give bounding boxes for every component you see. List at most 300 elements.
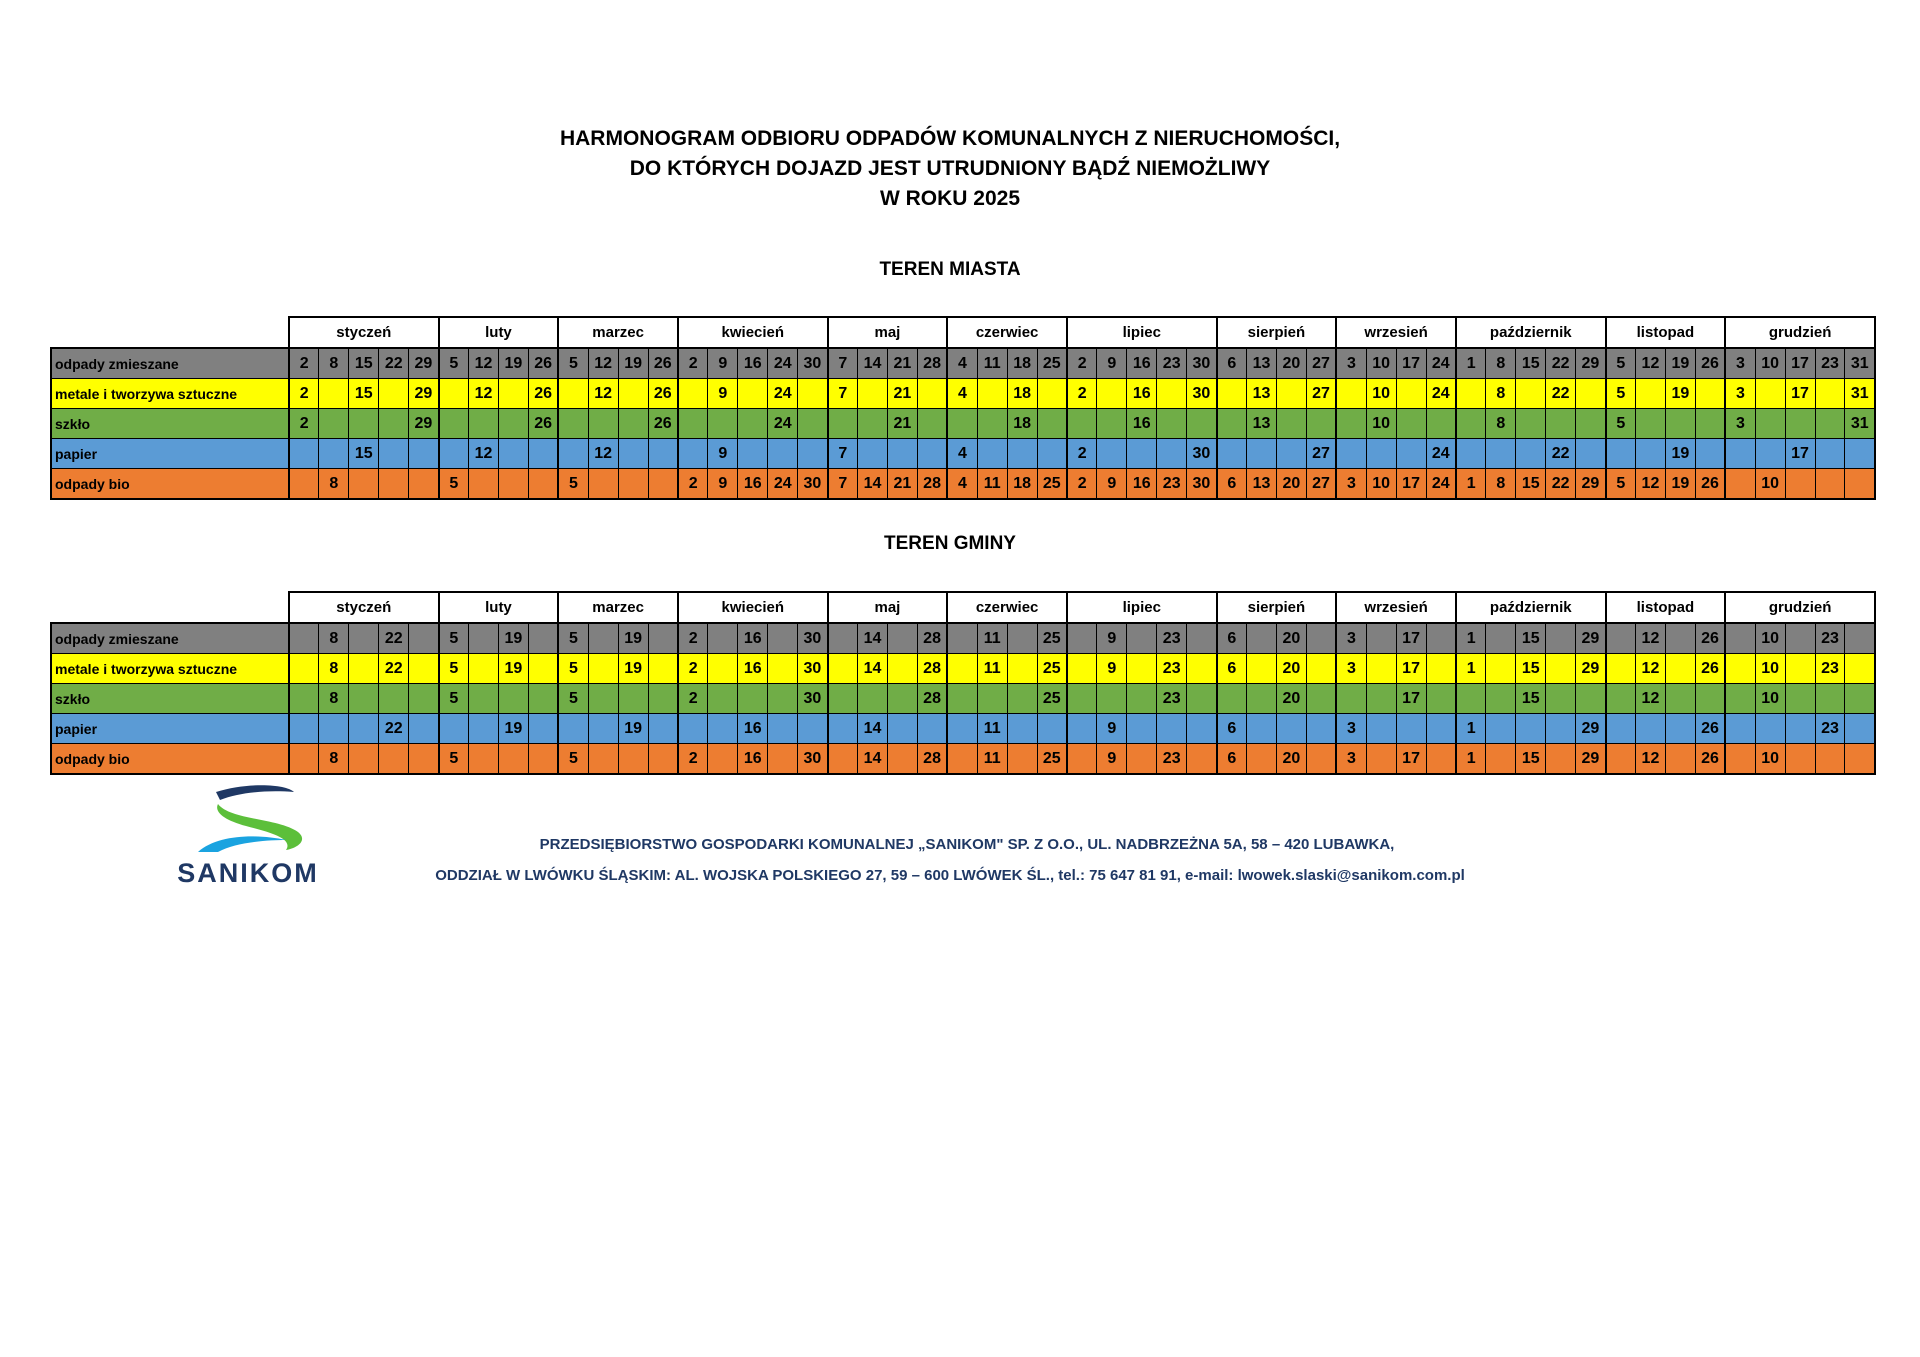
day-cell: 3	[1725, 379, 1755, 409]
day-cell	[977, 684, 1007, 714]
day-cell: 22	[379, 714, 409, 744]
day-cell: 5	[439, 623, 469, 654]
day-cell: 20	[1276, 469, 1306, 500]
day-cell: 29	[409, 379, 439, 409]
day-cell	[379, 379, 409, 409]
day-cell	[1127, 744, 1157, 775]
day-cell: 13	[1247, 348, 1277, 379]
day-cell	[498, 379, 528, 409]
day-cell	[708, 409, 738, 439]
day-cell	[858, 409, 888, 439]
day-cell: 8	[319, 744, 349, 775]
table-row	[51, 379, 1875, 409]
month-header: maj	[828, 592, 948, 623]
table-row	[51, 654, 1875, 684]
day-cell: 19	[1665, 469, 1695, 500]
day-cell: 25	[1037, 623, 1067, 654]
day-cell	[1755, 379, 1785, 409]
month-header: lipiec	[1067, 317, 1217, 348]
day-cell: 5	[558, 744, 588, 775]
day-cell	[887, 439, 917, 469]
day-cell	[977, 379, 1007, 409]
day-cell	[1247, 714, 1277, 744]
day-cell	[1725, 623, 1755, 654]
day-cell: 12	[1635, 654, 1665, 684]
day-cell: 17	[1396, 684, 1426, 714]
day-cell: 26	[648, 379, 678, 409]
day-cell: 8	[319, 684, 349, 714]
table-row	[51, 714, 1875, 744]
day-cell: 15	[349, 348, 379, 379]
day-cell: 26	[1695, 714, 1725, 744]
day-cell	[858, 439, 888, 469]
day-cell: 30	[798, 623, 828, 654]
day-cell	[528, 684, 558, 714]
day-cell	[319, 439, 349, 469]
table-row	[51, 684, 1875, 714]
day-cell: 5	[1606, 379, 1636, 409]
day-cell: 23	[1157, 469, 1187, 500]
month-header: październik	[1456, 317, 1606, 348]
table-corner	[51, 592, 289, 623]
day-cell	[768, 439, 798, 469]
day-cell	[1635, 439, 1665, 469]
day-cell	[828, 714, 858, 744]
day-cell: 19	[618, 348, 648, 379]
day-cell: 3	[1336, 469, 1366, 500]
day-cell: 1	[1456, 348, 1486, 379]
row-label: papier	[51, 439, 289, 469]
day-cell: 30	[798, 684, 828, 714]
day-cell	[319, 409, 349, 439]
day-cell: 27	[1306, 439, 1336, 469]
day-cell	[1187, 654, 1217, 684]
day-cell: 2	[1067, 379, 1097, 409]
day-cell	[858, 379, 888, 409]
day-cell: 11	[977, 623, 1007, 654]
day-cell: 12	[588, 348, 618, 379]
day-cell: 2	[678, 654, 708, 684]
table-row	[51, 409, 1875, 439]
day-cell	[1247, 744, 1277, 775]
day-cell	[1725, 439, 1755, 469]
day-cell: 12	[469, 348, 499, 379]
day-cell	[1187, 623, 1217, 654]
day-cell	[1306, 684, 1336, 714]
day-cell	[1456, 684, 1486, 714]
day-cell: 1	[1456, 714, 1486, 744]
day-cell: 2	[678, 469, 708, 500]
row-label: szkło	[51, 684, 289, 714]
day-cell: 30	[1187, 439, 1217, 469]
day-cell	[618, 439, 648, 469]
day-cell: 29	[409, 348, 439, 379]
day-cell: 26	[1695, 623, 1725, 654]
day-cell: 22	[1546, 379, 1576, 409]
day-cell: 26	[1695, 744, 1725, 775]
day-cell	[947, 654, 977, 684]
day-cell	[1845, 654, 1875, 684]
day-cell	[469, 684, 499, 714]
day-cell: 20	[1276, 623, 1306, 654]
day-cell	[1366, 684, 1396, 714]
day-cell: 26	[528, 348, 558, 379]
day-cell: 17	[1396, 348, 1426, 379]
day-cell	[528, 744, 558, 775]
day-cell	[1695, 409, 1725, 439]
day-cell	[1276, 714, 1306, 744]
day-cell: 8	[319, 348, 349, 379]
day-cell	[648, 684, 678, 714]
day-cell	[1665, 684, 1695, 714]
day-cell	[648, 714, 678, 744]
day-cell	[917, 409, 947, 439]
day-cell	[917, 439, 947, 469]
day-cell	[1665, 409, 1695, 439]
day-cell	[469, 654, 499, 684]
day-cell: 20	[1276, 654, 1306, 684]
day-cell: 20	[1276, 744, 1306, 775]
day-cell: 30	[798, 654, 828, 684]
day-cell: 12	[588, 439, 618, 469]
day-cell	[1845, 439, 1875, 469]
day-cell	[1336, 409, 1366, 439]
day-cell: 19	[498, 623, 528, 654]
day-cell: 10	[1755, 654, 1785, 684]
day-cell	[349, 623, 379, 654]
day-cell	[977, 409, 1007, 439]
day-cell: 10	[1755, 348, 1785, 379]
day-cell: 15	[1516, 744, 1546, 775]
day-cell: 27	[1306, 348, 1336, 379]
day-cell	[708, 744, 738, 775]
day-cell: 12	[1635, 469, 1665, 500]
day-cell	[648, 654, 678, 684]
day-cell	[977, 439, 1007, 469]
day-cell: 2	[1067, 469, 1097, 500]
day-cell	[1486, 684, 1516, 714]
day-cell	[1486, 623, 1516, 654]
day-cell: 18	[1007, 469, 1037, 500]
day-cell: 17	[1785, 439, 1815, 469]
day-cell	[1217, 409, 1247, 439]
day-cell	[1187, 409, 1217, 439]
day-cell: 9	[708, 469, 738, 500]
day-cell	[409, 714, 439, 744]
day-cell	[1157, 409, 1187, 439]
day-cell	[289, 714, 319, 744]
day-cell: 30	[798, 744, 828, 775]
day-cell	[1606, 623, 1636, 654]
day-cell: 9	[1097, 714, 1127, 744]
day-cell: 18	[1007, 409, 1037, 439]
day-cell: 12	[1635, 684, 1665, 714]
row-label: odpady zmieszane	[51, 348, 289, 379]
day-cell: 30	[1187, 469, 1217, 500]
day-cell	[379, 409, 409, 439]
day-cell: 26	[528, 409, 558, 439]
day-cell: 23	[1815, 348, 1845, 379]
day-cell: 4	[947, 469, 977, 500]
day-cell	[439, 409, 469, 439]
day-cell: 24	[1426, 469, 1456, 500]
day-cell	[1366, 439, 1396, 469]
day-cell	[1635, 714, 1665, 744]
day-cell	[798, 439, 828, 469]
day-cell	[469, 623, 499, 654]
day-cell	[708, 684, 738, 714]
day-cell	[828, 744, 858, 775]
day-cell	[768, 684, 798, 714]
day-cell	[1606, 684, 1636, 714]
day-cell	[1725, 714, 1755, 744]
day-cell	[1037, 714, 1067, 744]
day-cell: 3	[1336, 744, 1366, 775]
day-cell	[1576, 439, 1606, 469]
day-cell	[379, 684, 409, 714]
day-cell	[528, 654, 558, 684]
day-cell	[1785, 654, 1815, 684]
day-cell	[528, 623, 558, 654]
day-cell	[1217, 439, 1247, 469]
day-cell	[1516, 379, 1546, 409]
day-cell	[1785, 409, 1815, 439]
day-cell	[887, 744, 917, 775]
day-cell	[1516, 714, 1546, 744]
day-cell	[1366, 654, 1396, 684]
day-cell	[1785, 744, 1815, 775]
day-cell: 21	[887, 379, 917, 409]
day-cell: 22	[1546, 439, 1576, 469]
day-cell	[1097, 379, 1127, 409]
day-cell: 10	[1366, 409, 1396, 439]
day-cell: 12	[1635, 623, 1665, 654]
day-cell: 29	[1576, 714, 1606, 744]
day-cell	[1187, 744, 1217, 775]
day-cell	[409, 744, 439, 775]
day-cell	[648, 744, 678, 775]
day-cell: 5	[558, 654, 588, 684]
day-cell	[1576, 379, 1606, 409]
day-cell	[1157, 379, 1187, 409]
schedule-table-gminy	[50, 591, 1876, 775]
day-cell	[1576, 684, 1606, 714]
day-cell	[1067, 623, 1097, 654]
day-cell: 3	[1336, 348, 1366, 379]
day-cell	[349, 744, 379, 775]
day-cell	[768, 654, 798, 684]
day-cell	[618, 684, 648, 714]
day-cell	[1755, 439, 1785, 469]
day-cell	[1217, 684, 1247, 714]
day-cell: 2	[678, 744, 708, 775]
day-cell	[1755, 409, 1785, 439]
title-line-1: HARMONOGRAM ODBIORU ODPADÓW KOMUNALNYCH Z NIERUCHOMOŚCI,	[559, 127, 1341, 150]
month-header: kwiecień	[678, 317, 828, 348]
day-cell	[349, 654, 379, 684]
day-cell	[1815, 469, 1845, 500]
day-cell: 26	[1695, 348, 1725, 379]
day-cell: 20	[1276, 684, 1306, 714]
day-cell: 2	[678, 623, 708, 654]
day-cell: 3	[1725, 409, 1755, 439]
day-cell	[1366, 744, 1396, 775]
day-cell	[588, 623, 618, 654]
day-cell	[1486, 744, 1516, 775]
day-cell: 12	[1635, 744, 1665, 775]
day-cell: 16	[738, 744, 768, 775]
day-cell: 10	[1366, 469, 1396, 500]
day-cell	[588, 409, 618, 439]
day-cell: 25	[1037, 469, 1067, 500]
day-cell: 17	[1785, 379, 1815, 409]
day-cell	[947, 409, 977, 439]
day-cell	[1486, 439, 1516, 469]
day-cell	[439, 714, 469, 744]
day-cell: 23	[1157, 684, 1187, 714]
day-cell: 31	[1845, 348, 1875, 379]
day-cell	[1606, 744, 1636, 775]
day-cell	[469, 409, 499, 439]
day-cell	[1815, 684, 1845, 714]
day-cell	[289, 684, 319, 714]
day-cell: 22	[1546, 469, 1576, 500]
day-cell: 21	[887, 409, 917, 439]
month-header: marzec	[558, 592, 678, 623]
day-cell	[1785, 623, 1815, 654]
day-cell	[1336, 684, 1366, 714]
day-cell: 5	[1606, 348, 1636, 379]
row-label: metale i tworzywa sztuczne	[51, 654, 289, 684]
day-cell: 11	[977, 348, 1007, 379]
day-cell	[768, 744, 798, 775]
day-cell: 24	[1426, 439, 1456, 469]
day-cell	[1247, 654, 1277, 684]
day-cell	[289, 469, 319, 500]
day-cell: 29	[409, 409, 439, 439]
day-cell	[1486, 714, 1516, 744]
day-cell	[409, 684, 439, 714]
day-cell: 26	[648, 348, 678, 379]
month-header: luty	[439, 317, 559, 348]
day-cell: 13	[1247, 379, 1277, 409]
day-cell: 24	[1426, 379, 1456, 409]
day-cell: 2	[289, 379, 319, 409]
month-header: listopad	[1606, 317, 1726, 348]
day-cell: 22	[379, 623, 409, 654]
table-row	[51, 623, 1875, 654]
day-cell: 5	[439, 348, 469, 379]
day-cell	[1037, 439, 1067, 469]
day-cell	[498, 469, 528, 500]
day-cell	[1127, 654, 1157, 684]
day-cell	[1665, 714, 1695, 744]
day-cell: 14	[858, 348, 888, 379]
month-header: maj	[828, 317, 948, 348]
day-cell	[738, 684, 768, 714]
day-cell: 10	[1755, 744, 1785, 775]
day-cell	[1546, 714, 1576, 744]
day-cell	[798, 714, 828, 744]
day-cell: 21	[887, 469, 917, 500]
day-cell: 19	[1665, 439, 1695, 469]
day-cell: 2	[678, 684, 708, 714]
day-cell	[469, 714, 499, 744]
day-cell: 29	[1576, 654, 1606, 684]
table-corner	[51, 317, 289, 348]
day-cell: 28	[917, 684, 947, 714]
day-cell: 20	[1276, 348, 1306, 379]
month-header: wrzesień	[1336, 317, 1456, 348]
day-cell	[289, 744, 319, 775]
day-cell: 30	[798, 469, 828, 500]
day-cell: 24	[768, 348, 798, 379]
day-cell	[289, 654, 319, 684]
day-cell	[1426, 684, 1456, 714]
day-cell	[1067, 714, 1097, 744]
day-cell: 5	[558, 623, 588, 654]
day-cell	[828, 623, 858, 654]
day-cell: 1	[1456, 623, 1486, 654]
day-cell	[1426, 623, 1456, 654]
day-cell: 5	[439, 744, 469, 775]
day-cell	[887, 623, 917, 654]
day-cell	[439, 379, 469, 409]
day-cell: 15	[1516, 348, 1546, 379]
day-cell: 27	[1306, 469, 1336, 500]
day-cell	[917, 714, 947, 744]
day-cell	[379, 439, 409, 469]
day-cell	[917, 379, 947, 409]
day-cell	[528, 439, 558, 469]
day-cell: 26	[528, 379, 558, 409]
day-cell: 23	[1157, 348, 1187, 379]
day-cell	[1785, 469, 1815, 500]
day-cell: 9	[1097, 348, 1127, 379]
day-cell: 10	[1755, 684, 1785, 714]
day-cell	[1635, 409, 1665, 439]
day-cell	[678, 439, 708, 469]
day-cell	[1007, 714, 1037, 744]
day-cell	[1546, 744, 1576, 775]
day-cell: 28	[917, 348, 947, 379]
day-cell: 9	[1097, 623, 1127, 654]
day-cell: 15	[1516, 469, 1546, 500]
day-cell: 22	[379, 348, 409, 379]
day-cell	[1396, 379, 1426, 409]
day-cell: 6	[1217, 469, 1247, 500]
day-cell	[887, 714, 917, 744]
day-cell: 14	[858, 654, 888, 684]
day-cell: 21	[887, 348, 917, 379]
day-cell	[379, 744, 409, 775]
day-cell: 19	[618, 654, 648, 684]
day-cell	[349, 714, 379, 744]
day-cell	[768, 623, 798, 654]
day-cell: 19	[1665, 379, 1695, 409]
day-cell	[1845, 684, 1875, 714]
day-cell	[349, 409, 379, 439]
day-cell	[1097, 684, 1127, 714]
day-cell: 12	[469, 439, 499, 469]
day-cell	[1606, 439, 1636, 469]
row-label: papier	[51, 714, 289, 744]
day-cell: 2	[289, 348, 319, 379]
day-cell	[1785, 714, 1815, 744]
row-label: odpady bio	[51, 469, 289, 500]
row-label: szkło	[51, 409, 289, 439]
month-header: luty	[439, 592, 559, 623]
